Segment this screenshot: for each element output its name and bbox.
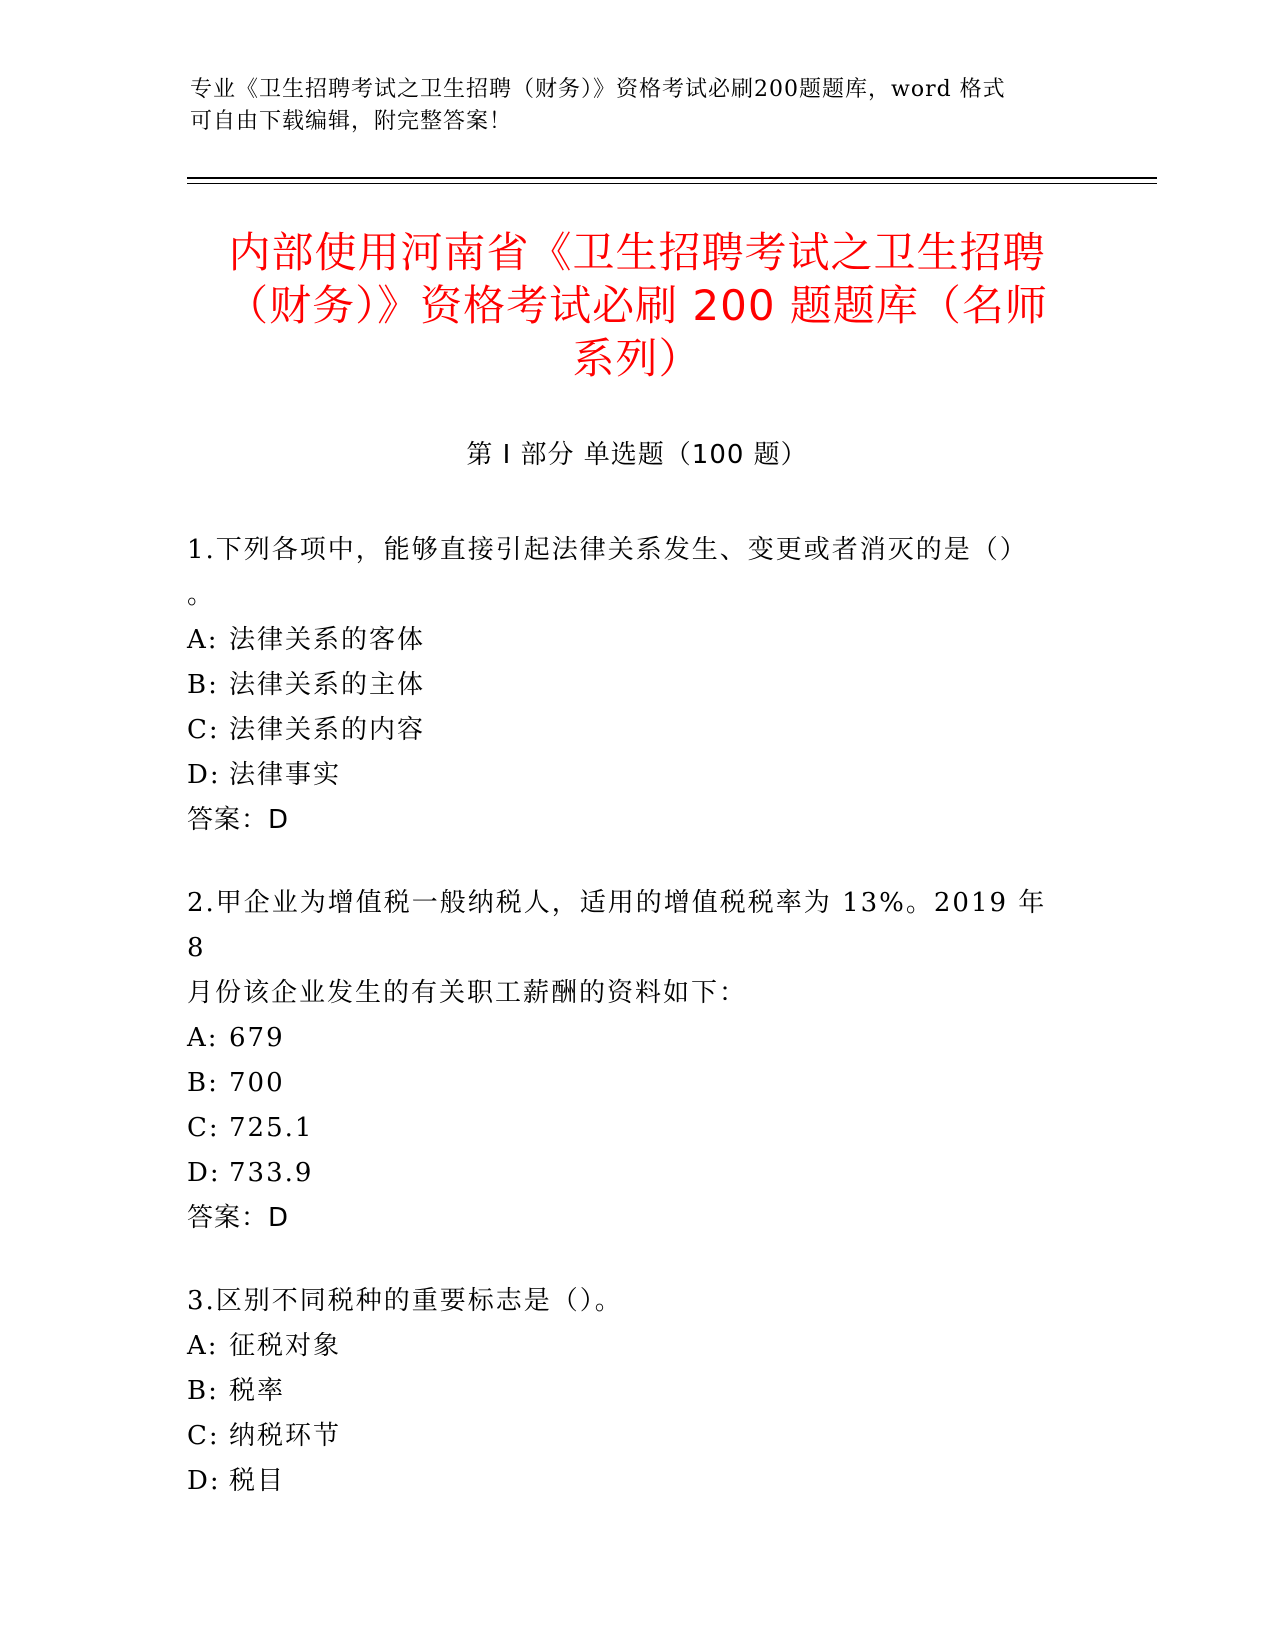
- question-stem: 1.下列各项中，能够直接引起法律关系发生、变更或者消灭的是（）: [187, 535, 1028, 565]
- option-letter: C:: [187, 1421, 220, 1451]
- header-divider-thick: [187, 177, 1157, 179]
- option-letter: A:: [187, 1331, 219, 1361]
- option-letter: B:: [187, 670, 219, 700]
- answer-option-a: [187, 1324, 1067, 1369]
- answer-option-c: [187, 708, 1067, 753]
- option-text: 725.1: [229, 1113, 314, 1143]
- question-stem-continued: 。: [187, 580, 216, 610]
- answer-option-d: [187, 753, 1067, 798]
- title-line: （财务）》资格考试必刷 200 题题库（名师: [226, 281, 1048, 330]
- option-text: 征税对象: [229, 1331, 342, 1361]
- option-text: 法律关系的内容: [229, 715, 426, 745]
- option-text: 纳税环节: [229, 1421, 342, 1451]
- option-letter: A:: [187, 1023, 219, 1053]
- intro-line: 可自由下载编辑，附完整答案！: [190, 109, 513, 134]
- question-stem: 3.区别不同税种的重要标志是（）。: [187, 1286, 623, 1316]
- answer-option-d: [187, 1151, 1067, 1196]
- intro-line: 专业《卫生招聘考试之卫生招聘（财务）》资格考试必刷200题题库，word 格式: [190, 77, 1006, 102]
- answer-key: 答案：D: [187, 1203, 290, 1233]
- option-letter: A:: [187, 625, 219, 655]
- answer-option-a: [187, 618, 1067, 663]
- option-text: 税目: [229, 1466, 286, 1496]
- question-stem: 2.甲企业为增值税一般纳税人，适用的增值税税率为 13%。2019 年 8: [187, 888, 1047, 963]
- option-letter: D:: [187, 1158, 221, 1188]
- title-line: 系列）: [572, 334, 702, 383]
- answer-option-b: [187, 663, 1067, 708]
- answer-option-c: [187, 1106, 1067, 1151]
- answer-option-c: [187, 1414, 1067, 1459]
- option-letter: B:: [187, 1376, 219, 1406]
- option-letter: D:: [187, 760, 221, 790]
- option-text: 733.9: [229, 1158, 314, 1188]
- document-intro: [190, 74, 1090, 138]
- title-line: 内部使用河南省《卫生招聘考试之卫生招聘: [228, 228, 1046, 277]
- option-text: 法律关系的主体: [229, 670, 426, 700]
- option-letter: B:: [187, 1068, 219, 1098]
- option-text: 税率: [229, 1376, 286, 1406]
- option-text: 679: [229, 1023, 285, 1053]
- question-stem-continued: 月份该企业发生的有关职工薪酬的资料如下：: [187, 978, 748, 1008]
- option-letter: C:: [187, 715, 220, 745]
- option-text: 700: [229, 1068, 285, 1098]
- option-letter: C:: [187, 1113, 220, 1143]
- answer-option-b: [187, 1061, 1067, 1106]
- header-divider-thin: [187, 183, 1157, 184]
- option-letter: D:: [187, 1466, 221, 1496]
- answer-key: 答案：D: [187, 805, 290, 835]
- option-text: 法律事实: [229, 760, 342, 790]
- answer-option-d: [187, 1459, 1067, 1504]
- question-item: [187, 1279, 1067, 1504]
- section-heading: 第 I 部分 单选题（100 题）: [466, 440, 808, 470]
- question-item: [187, 528, 1067, 843]
- question-item: [187, 881, 1067, 1241]
- answer-option-b: [187, 1369, 1067, 1414]
- option-text: 法律关系的客体: [229, 625, 426, 655]
- answer-option-a: [187, 1016, 1067, 1061]
- document-title: [187, 226, 1087, 385]
- question-list: [187, 528, 1067, 1542]
